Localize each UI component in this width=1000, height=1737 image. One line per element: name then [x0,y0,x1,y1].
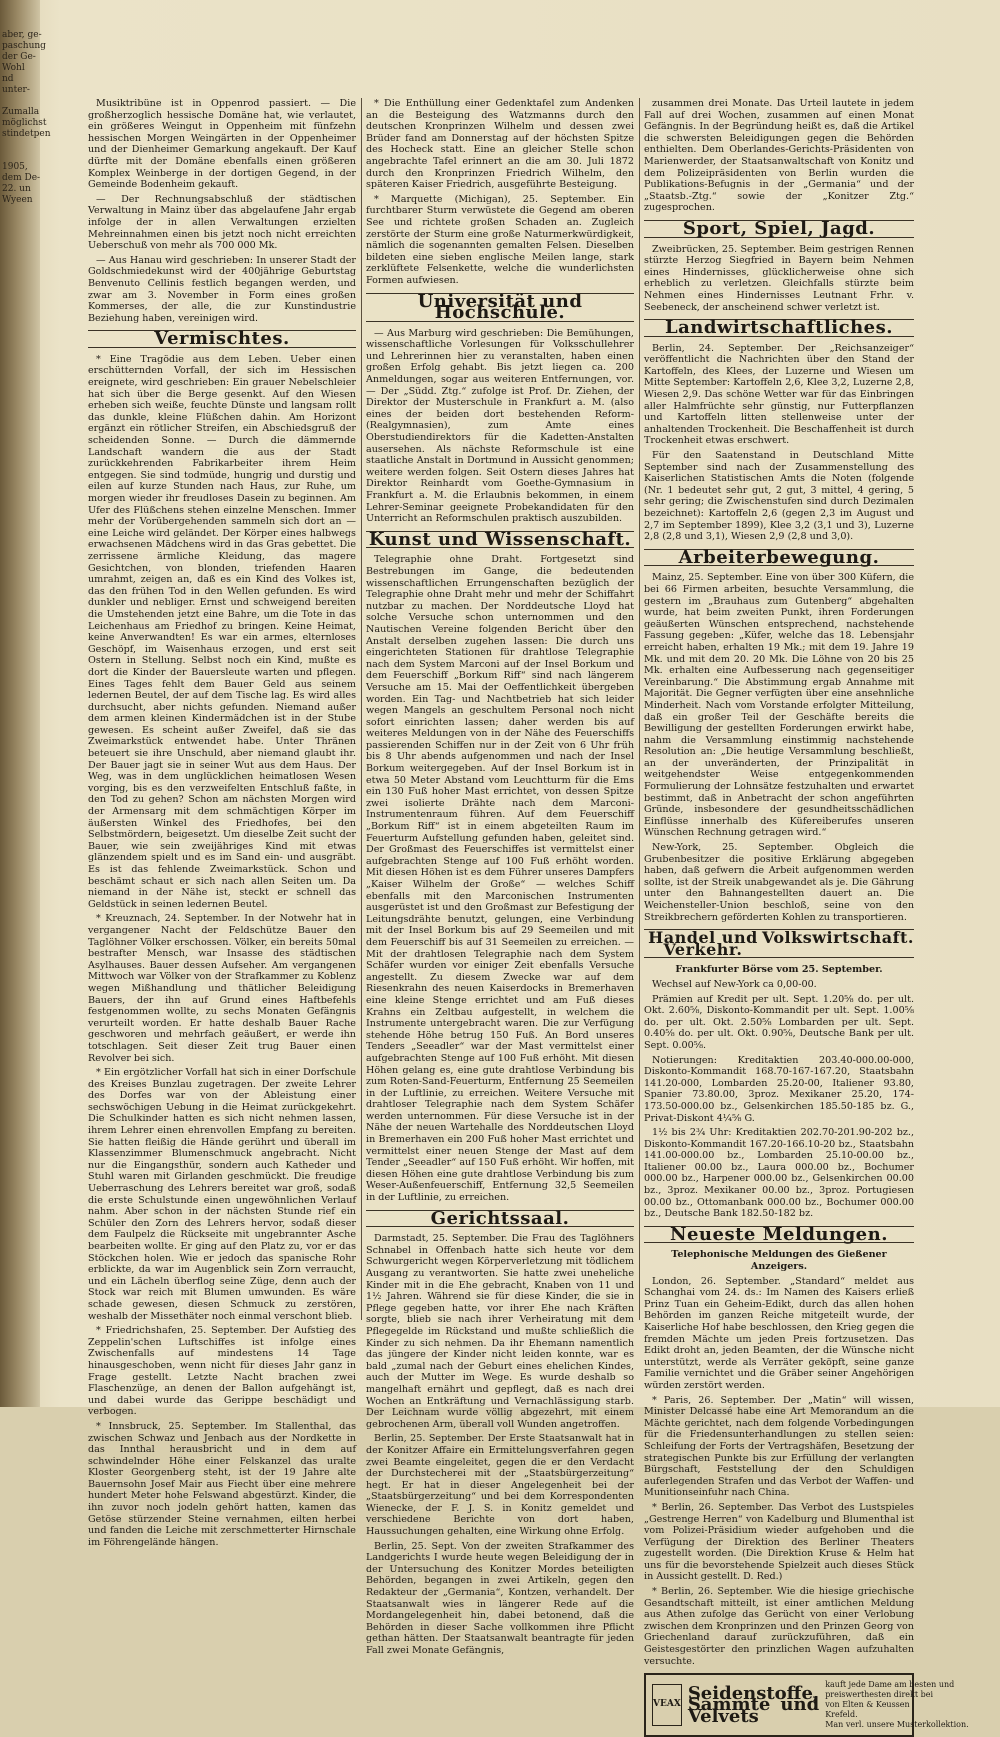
paragraph: * Eine Tragödie aus dem Leben. Ueber einen erschütternden Vorfall, der sich im Hessischen ereignete, wird geschrieben: Ein grauer Nebelschleier hat sich über die Berge gesenkt. Auf den Wiesen erheben sich weiße, feuchte Dünste und langsam rollt das dunkle, kleine Flüßchen dahin. Am Horizont ergänzt ein rötlicher Streifen, ein Abschiedsgruß der scheidenden Sonne. — Durch die dämmernde Landschaft wandern die aus der Stadt zurückkehrenden Fabrikarbeiter ihrem Heim entgegen. Sie sind todmüde, hungrig und durstig und eilen auf kurze Stunden nach Haus, zur Ruhe, um morgen wieder ihr freudloses Dasein zu beginnen. Am Ufer des Flüßchens stehen einzelne Menschen. Immer mehr der Vorübergehenden sammeln sich dort an — eine Leiche wird geländet. Der Körper eines halbwegs erwachsenen Mädchens wird in das Gras gebettet. Die zerrissene ärmliche Kleidung, das magere Gesichtchen, von blonden, triefenden Haaren umrahmt, zeigen an, daß es ein Kind des Volkes ist, das den frühen Tod in den Wellen gefunden. Es wird dunkler und nebliger. Ernst und schweigend bereiten die Umstehenden jetzt eine Bahre, um die Tote in das Leichenhaus am Friedhof zu bringen. Keine Heimat, keine Anverwandten! Es war ein armes, elternloses Geschöpf, im Waisenhaus erzogen, und erst seit Ostern in Stellung. Selbst noch ein Kind, mußte es dort die Kinder der Bauersleute warten und pflegen. Eines Tages fehlt dem Bauer Geld aus seinem ledernen Beutel, der auf dem Tische lag. Es wird alles durchsucht, aber nichts gefunden. Niemand außer dem armen kleinen Kindermädchen ist in der Stube gewesen. Es scheint außer Zweifel, daß sie das Zweimarkstück entwendet habe. Unter Thränen beteuert sie ihre Unschuld, aber niemand glaubt ihr. Der Bauer jagt sie in seiner Wut aus dem Haus. Der Weg, was in dem unglücklichen heimatlosen Wesen vorging, bis es den verzweifelten Entschluß faßte, in den Tod zu gehen? Schon am nächsten Morgen wird der Armensarg mit dem schmächtigen Körper im äußersten Winkel des Friedhofes, bei den Selbstmördern, beigesetzt. Um dieselbe Zeit sucht der Bauer, wie sein zweijähriges Kind mit etwas glänzendem spielt und es im Sand ein- und ausgräbt. Es ist das fehlende Zweimarkstück. Schon und beschämt schaut er sich nach allen Seiten um. Da niemand in der Nähe ist, steckt er schnell das Geldstück in seinen ledernen Beutel. [88,353,356,910]
ad-text [825,1680,969,1730]
paragraph: * Friedrichshafen, 25. September. Der Aufstieg des Zeppelin'schen Luftschiffes ist infolge eines Zwischenfalls auf mindestens 14 Tage hinausgeschoben, wenn nicht für dieses Jahr ganz in Frage gestellt. Letzte Nacht brachen zwei Flaschenzüge, an denen der Ballon aufgehängt ist, und dabei wurde das Gerippe beschädigt und verbogen. [88,1325,356,1418]
column-rule [639,98,640,1320]
paragraph: Mainz, 25. September. Eine von über 300 Küfern, die bei 66 Firmen arbeiten, besuchte Versammlung, die gestern im „Brauhaus zum Gutenberg“ abgehalten wurde, hat beim zweiten Punkt, ihren Forderungen geäußerten Wünschen entsprechend, nachstehende Fassung gegeben: „Küfer, welche das 18. Lebensjahr erreicht haben, erhalten 19 Mk.; mit dem 19. Jahre 19 Mk. und mit dem 20. 20 Mk. Die Löhne von 20 bis 25 Mk. erhalten eine Aufbesserung nach gegenseitiger Vereinbarung.“ Die Abstimmung ergab Annahme mit Majorität. Die Gegner verfügten über eine ansehnliche Minderheit. Nach vom Vorstande erfolgter Mitteilung, daß ein großer Teil der Geschäfte bereits die Bewilligung der gestellten Forderungen erwirkt habe, nahm die Versammlung einstimmig nachstehende Resolution an: „Die heutige Versammlung beschließt, an der unveränderten, der Prinzipalität in weitgehendster Weise entgegenkommenden Formulierung der Lohnsätze festzuhalten und erwartet bestimmt, daß in Anbetracht der schon angeführten Gründe, insbesondere der gesundheitsschädlichen Einflüsse innerhalb des Küfereiberufes unseren Wünschen Rechnung getragen wird.“ [644,572,914,839]
ad-line: von Elten & Keussen [825,1700,910,1710]
paragraph: Berlin, 24. September. Der „Reichsanzeiger“ veröffentlicht die Nachrichten über den Stand der Kartoffeln, des Klees, der Luzerne und Wiesen um Mitte September: Kartoffeln 2,6, Klee 3,2, Luzerne 2,8, Wiesen 2,9. Das schöne Wetter war für das Einbringen aller Halmfrüchte sehr günstig, nur Futterpflanzen und Kartoffeln litten stellenweise unter der anhaltenden Trockenheit. Die Beschaffenheit ist durch Trockenheit etwas erschwert. [644,342,914,447]
paragraph: Notierungen: Kreditaktien 203.40-000.00-000, Diskonto-Kommandit 168.70-167-167.20, Staatsbahn 141.20-000, Lombarden 25.20-00, Italiener 93.80, Spanier 73.80.00, 3proz. Mexikaner 25.20, 174-173.50-000.00 bz., Gelsenkirchen 185.50-185 bz. G., Privat-Diskont 4¼⅝ G. [644,1054,914,1124]
ad-line: preiswerthesten direkt bei [825,1690,934,1700]
section-heading-kunst: Kunst und Wissenschaft. [366,531,634,549]
paragraph: * Marquette (Michigan), 25. September. Ein furchtbarer Sturm verwüstete die Gegend am oberen See und richtete großen Schaden an. Zugleich zerstörte der Sturm eine große Naturmerkwürdigkeit, nämlich die sogenannten gemalten Felsen. Dieselben bildeten eine sieben englische Meilen lange, stark zerklüftete Felsenkette, welche die wunderlichsten Formen aufwiesen. [366,193,634,286]
column-2 [366,98,634,1656]
advertisement-silk [644,1673,969,1737]
spine-text: aber, ge- paschung der Ge- Wohl nd unter- Zumalla möglichst stindetpen 1905, dem De- 22. un Wyeen [2,30,51,205]
paragraph: 1½ bis 2¾ Uhr: Kreditaktien 202.70-201.90-202 bz., Diskonto-Kommandit 167.20-166.10-20 bz., Staatsbahn 141.00-000.00 bz., Lombarden 25.10-00.00 bz., Italiener 00.00 bz., Laura 000.00 bz., Bochumer 000.00 bz., Harpener 000.00 bz., Gelsenkirchen 00.00 bz., 3proz. Mexikaner 00.00 bz., 3proz. Portugiesen 00.00 bz., Ottomanbank 000.00 bz., Bochumer 000.00 bz., Deutsche Bank 182.50-182 bz. [644,1127,914,1220]
section-heading-universitaet: Universität und Hochschule. [366,293,634,322]
column-rule [361,98,362,1320]
section-heading-landwirtschaft: Landwirtschaftliches. [644,319,914,337]
column-3 [644,98,969,1730]
binding-spine [0,0,51,1407]
paragraph: Berlin, 25. Sept. Von der zweiten Strafkammer des Landgerichts I wurde heute wegen Beleidigung der in der Untersuchung des Konitzer Mordes beteiligten Behörden, begangen in zwei Artikeln, gegen den Redakteur der „Germania“, Kontzen, verhandelt. Der Staatsanwalt wies in längerer Rede auf die Mordangelegenheit hin, dabei betonend, daß die Behörden in dieser Sache vollkommen ihre Pflicht gethan hätten. Der Staatsanwalt beantragte für jeden Fall zwei Monate Gefängnis, [366,1540,634,1656]
ad-logo: VEAX [652,1684,682,1726]
column-1 [88,98,356,1548]
paragraph: New-York, 25. September. Obgleich die Grubenbesitzer die positive Erklärung abgegeben haben, daß gefwern die Arbeit aufgenommen werden sollte, ist der Streik unabgewandet als je. Die Gährung unter den Bahnangestellten dauert an. Die Weichensteller-Union beschloß, seine von den Streikbrechern geförderten Kohlen zu transportieren. [644,842,914,923]
ad-line: kauft jede Dame am besten und [825,1680,955,1690]
meldungen-subtitle: Telephonische Meldungen des Gießener Anzeigers. [671,1249,887,1273]
paragraph: * Ein ergötzlicher Vorfall hat sich in einer Dorfschule des Kreises Bunzlau zugetragen. Der zweite Lehrer des Dorfes war von der Ableistung einer sechswöchigen Uebung in die Heimat zurückgekehrt. Die Schulkinder hatten es sich nicht nehmen lassen, ihrem Lehrer einen ehrenvollen Empfang zu bereiten. Sie hatten fleißig die Hände gerührt und überall im Klassenzimmer Blumenschmuck angebracht. Nicht nur die Eingangsthür, sondern auch Katheder und Stuhl waren mit Girlanden geschmückt. Die freudige Ueberraschung des Lehrers bereitet war groß, sodaß die erste Schulstunde einen ungewöhnlichen Verlauf nahm. Aber schon in der nächsten Stunde rief ein Schüler den Zorn des Lehrers hervor, sodaß dieser dem Faulpelz die Rückseite mit ungebrannter Asche bearbeiten wollte. Er ging auf den Platz zu, vor er das Stöckchen holen. Wie er jedoch das spanische Rohr erblickte, da war im Augenblick sein Zorn verraucht, und ein Lächeln überflog seine Züge, denn auch der Stock war reich mit Blumen umwunden. Es wäre schade gewesen, diesen Schmuck zu zerstören, weshalb der Missethäter noch einmal verschont blieb. [88,1067,356,1322]
heading-handel-right: Volkswirtschaft. [761,928,914,948]
paragraph: * Kreuznach, 24. September. In der Notwehr hat in vergangener Nacht der Feldschütze Bauer den Taglöhner Völker erschossen. Völker, ein bereits 50mal bestrafter Mensch, war Insasse des städtischen Asylhauses. Bauer dessen Aufseher. Am vergangenen Mittwoch war Völker von der Strafkammer zu Koblenz wegen Mißhandlung und thätlicher Beleidigung Bauers, der ihn auf Grund eines Haftbefehls festgenommen wollte, zu sechs Monaten Gefängnis verurteilt worden. Er hatte deshalb Bauer Rache geschworen und mehrfach geäußert, er werde ihn totschlagen. Seit dieser Zeit trug Bauer einen Revolver bei sich. [88,913,356,1064]
paragraph: Für den Saatenstand in Deutschland Mitte September sind nach der Zusammenstellung des Kaiserlichen Statistischen Amts die Noten (folgende (Nr. 1 bedeutet sehr gut, 2 gut, 3 mittel, 4 gering, 5 sehr gering; die Zwischenstufen sind durch Dezimalen bezeichnet): Kartoffeln 2,6 (gegen 2,3 im August und 2,7 im September 1899), Klee 3,2 (3,1 und 3), Luzerne 2,8 (2,8 und 3,1), Wiesen 2,9 (2,8 und 3,0). [644,450,914,543]
ad-line: Man verl. unsere Musterkollektion. [825,1720,969,1730]
section-heading-vermischtes: Vermischtes. [88,330,356,348]
paragraph: * Die Enthüllung einer Gedenktafel zum Andenken an die Besteigung des Watzmanns durch den deutschen Kronprinzen Wilhelm und dessen zwei Brüder fand am Donnerstag auf der höchsten Spitze des Hocheck statt. Eine an gleicher Stelle schon angebrachte Tafel erinnert an die am 30. Juli 1872 durch den Kronprinzen Friedrich Wilhelm, den späteren Kaiser Friedrich, ausgeführte Besteigung. [366,98,634,191]
paragraph: Musiktribüne ist in Oppenrod passiert. — Die großherzoglich hessische Domäne hat, wie verlautet, ein größeres Weingut in Oppenheim mit fünfzehn hessischen Morgen Weingärten in der Oppenheimer und der Dienheimer Gemarkung angekauft. Der Kauf dürfte mit der Domäne ebenfalls einen größeren Komplex Weinberge in der dortigen Gegend, in der Gemeinde Bodenheim gekauft. [88,98,356,191]
boerse-title: Frankfurter Börse vom 25. September. [675,964,883,976]
paragraph: Prämien auf Kredit per ult. Sept. 1.20⅝ do. per ult. Okt. 2.60⅝, Diskonto-Kommandit per ult. Sept. 1.00⅝ do. per ult. Okt. 2.50⅝ Lombarden per ult. Sept. 0.40⅝ do. per ult. Okt. 0.90⅝, Deutsche Bank per ult. Sept. 0.00⅝. [644,993,914,1051]
section-heading-meldungen: Neueste Meldungen. [644,1226,914,1244]
paragraph: * Paris, 26. September. Der „Matin“ will wissen, Minister Delcassé habe eine Art Memorandum an die Mächte gerichtet, nach dem folgende Vorbedingungen für die Friedensunterhandlungen zu stellen seien: Schleifung der Forts der Vertragshäfen, Besetzung der strategischen Punkte bis zur Erfüllung der verlangten Bürgschaft, Feststellung der den Schuldigen auferlegenden Strafen und das Verbot der Waffen- und Munitionseinfuhr nach China. [644,1394,914,1499]
paragraph: Wechsel auf New-York ca 0,00-00. [652,978,817,990]
paragraph: * Berlin, 26. September. Das Verbot des Lustspieles „Gestrenge Herren“ von Kadelburg und Blumenthal ist vom Polizei-Präsidium wieder aufgehoben und die Verfügung der Direktion des Berliner Theaters zugestellt worden. (Die Direktion Kruse & Helm hat uns für die bevorstehende Spielzeit auch dieses Stück in Aussicht gestellt. D. Red.) [644,1501,914,1583]
section-heading-handel [644,929,914,958]
ad-line: Krefeld. [825,1710,858,1720]
paragraph: Darmstadt, 25. September. Die Frau des Taglöhners Schnabel in Offenbach hatte sich heute vor dem Schwurgericht wegen Körperverletzung mit tödlichem Ausgang zu verantworten. Sie hatte zwei uneheliche Kinder mit in die Ehe gebracht, Knaben von 11 und 1½ Jahren. Während sie für diese Kinder, die sie in Pflege gegeben hatte, vor ihrer Ehe nach Kräften sorgte, blieb sie nach ihrer Verheiratung mit dem Pflegegelde im Rückstand und mußte schließlich die Kinder zu sich nehmen. Da ihr Ehemann namentlich das jüngere der Kinder nicht leiden konnte, war es bald „zumal nach der Geburt eines ehelichen Kindes, auch der Mutter im Wege. Es wurde deshalb so mangelhaft ernährt und gepflegt, daß es nach drei Wochen an Entkräftung und Vernachlässigung starb. Der Leichnam wurde völlig abgezehrt, mit einem gebrochenen Arm, überall voll Wunden angetroffen. [366,1233,634,1430]
paragraph: zusammen drei Monate. Das Urteil lautete in jedem Fall auf drei Wochen, zusammen auf einen Monat Gefängnis. In der Begründung heißt es, daß die Artikel die schwersten Beleidigungen gegen die Behörden enthielten. Dem Oberlandes-Gerichts-Präsidenten von Marienwerder, der Staatsanwaltschaft von Konitz und dem Polizeipräsidenten von Berlin wurden die Publikations-Befugnis in der „Germania“ und der „Staatsb.-Ztg.“ sowie der „Konitzer Ztg.“ zugesprochen. [644,98,914,214]
paragraph: London, 26. September. „Standard“ meldet aus Schanghai vom 24. ds.: Im Namen des Kaisers erließ Prinz Tuan ein Geheim-Edikt, durch das allen hohen Behörden im ganzen Reiche mitgeteilt wurde, der Kaiserliche Hof habe beschlossen, den Krieg gegen die fremden Mächte um jeden Preis fortzusetzen. Das Edikt droht an, jeden Beamten, der die Wünsche nicht unterstützt, werde als Verräter geköpft, seine ganze Familie vernichtet und die Gräber seiner Angehörigen würden zerstört werden. [644,1275,914,1391]
paragraph: * Berlin, 26. September. Wie die hiesige griechische Gesandtschaft mitteilt, ist einer amtlichen Meldung aus Athen zufolge das Gerücht von einer Verlobung zwischen dem Kronprinzen und den Prinzen Georg von Griechenland darauf zurückzuführen, daß ein Geistesgestörter den prinzlichen Wagen aufzuhalten versuchte. [644,1586,914,1667]
paragraph: — Aus Hanau wird geschrieben: In unserer Stadt der Goldschmiedekunst wird der 400jährige Geburtstag Benvenuto Cellinis festlich begangen werden, und zwar am 3. November in Form eines großen Kommerses, der alle, die zur Kunstindustrie Beziehung haben, vereinigen wird. [88,254,356,324]
heading-handel-left: Handel und Verkehr. [648,928,758,959]
paragraph: Zweibrücken, 25. September. Beim gestrigen Rennen stürzte Herzog Siegfried in Bayern beim Nehmen eines Hindernisses, glücklicherweise ohne sich erheblich zu verletzen. Gleichfalls stürzte beim Nehmen eines Hindernisses Leutnant Frhr. v. Seebeneck, der anscheinend schwer verletzt ist. [644,243,914,313]
ad-headline: Seidenstoffe, Sammte und Velvets [687,1682,820,1728]
paragraph: Berlin, 25. September. Der Erste Staatsanwalt hat in der Konitzer Affaire ein Ermittelungsverfahren gegen zwei Beamte eingeleitet, gegen die er den Verdacht der Durchstecherei mit der „Staatsbürgerzeitung“ hegt. Er hat in dieser Angelegenheit bei der „Staatsbürgerzeitung“ und bei dem Korrespondenten Wienecke, der F. J. S. in Konitz gemeldet und verschiedene Berichte von dort haben, Haussuchungen gehalten, eine Wirkung ohne Erfolg. [366,1433,634,1538]
section-heading-sport: Sport, Spiel, Jagd. [644,220,914,238]
paragraph: * Innsbruck, 25. September. Im Stallenthal, das zwischen Schwaz und Jenbach aus der Nordkette in das Innthal herausbricht und in dem auf schwindelnder Höhe einer Felskanzel das uralte Kloster Georgenberg steht, ist der 19 Jahre alte Bauernsohn Josef Mair aus Fiecht über eine mehrere hundert Meter hohe Felswand abgestürzt. Kinder, die ihn zuvor noch jodeln gehört hatten, kamen das Getöse stürzender Steine vernahmen, eilten herbei und fanden die Leiche mit zerschmetterter Hirnschale im Föhrengelände hängen. [88,1420,356,1548]
section-heading-arbeiterbewegung: Arbeiterbewegung. [644,549,914,567]
paragraph: Telegraphie ohne Draht. Fortgesetzt sind Bestrebungen im Gange, die bedeutenden wissenschaftlichen Errungenschaften bezüglich der Telegraphie ohne Draht mehr und mehr der Schiffahrt nutzbar zu machen. Der Norddeutsche Lloyd hat solche Versuche schon unternommen und den Nautischen Vereine folgenden Bericht über den Anstalt derselben zugehen lassen: Die durch uns eingerichteten Stationen für drahtlose Telegraphie nach dem System Marconi auf der Insel Borkum und dem Feuerschiff „Borkum Riff“ sind nach längerem Versuche am 15. Mai der Oeffentlichkeit übergeben worden. Ein Tag- und Nachtbetrieb hat sich leider wegen Mangels an geschultem Personal noch nicht sofort einrichten lassen; daher werden bis auf weiteres Meldungen von in der Nähe des Feuerschiffs passierenden Schiffen nur in der Zeit von 6 Uhr früh bis 8 Uhr abends aufgenommen und nach der Insel Borkum weitergegeben. Auf der Insel Borkum ist in etwa 50 Meter Abstand vom Leuchtturm für die Ems ein 130 Fuß hoher Mast errichtet, von dessen Spitze zwei isolierte Drähte nach dem Marconi-Instrumentenraum führen. Auf dem Feuerschiff „Borkum Riff“ ist in einem abgeteilten Raum im Feuerturm Aufstellung gefunden haben, geleitet sind. Der Großmast des Feuerschiffes ist vermittelst einer aufgebrachten Stenge auf 100 Fuß erhöht worden. Mit diesen Höhen ist es dem Führer unseres Dampfers „Kaiser Wilhelm der Große“ — welches Schiff ebenfalls mit den Marconischen Instrumenten ausgerüstet ist und den Großmast zur Befestigung der Leitungsdrähte benutzt, gelungen, eine Verbindung mit der Insel Borkum bis auf 29 Seemeilen und mit dem Feuerschiff bis auf 31 Seemeilen zu erreichen. — Mit der drahtlosen Telegraphie nach dem System Schäfer wurden vor einiger Zeit ebenfalls Versuche angestellt. Zu diesem Zwecke war auf dem Riesenkrahn des neuen Kaiserdocks in Bremerhaven eine kleine Stenge errichtet und am Fuß dieses Krahns ein Zeltbau aufgestellt, in welchem die Instrumente untergebracht waren. Die zur Verfügung stehende Höhe betrug 150 Fuß. An Bord unseres Tenders „Seeadler“ war der Mast vermittelst einer aufgebrachten Stenge auf 100 Fuß erhöht. Mit diesen Höhen gelang es, eine gute drahtlose Verbindung bis zum Roten-Sand-Feuerturm, Entfernung 25 Seemeilen in der Luftlinie, zu erreichen. Weitere Versuche mit drahtloser Telegraphie nach dem System Schäfer werden unternommen. Für diese Versuche ist in der Nähe der neuen Wartehalle des Norddeutschen Lloyd in Bremerhaven ein 200 Fuß hoher Mast errichtet und vermittelst einer neuen Stenge der Mast auf dem Tender „Seeadler“ auf 150 Fuß erhöht. Wir hoffen, mit diesen Höhen eine gute drahtlose Verbindung bis zum Weser-Außenfeuerschiff, Entfernung 32,5 Seemeilen in der Luftlinie, zu erreichen. [366,554,634,1204]
section-heading-gerichtssaal: Gerichtssaal. [366,1210,634,1228]
paragraph: — Aus Marburg wird geschrieben: Die Bemühungen, wissenschaftliche Vorlesungen für Volksschullehrer und Lehrerinnen hier zu veranstalten, haben einen großen Erfolg gehabt. Bis jetzt liegen ca. 200 Anmeldungen, sogar aus weiteren Entfernungen, vor. — Der „Südd. Ztg.“ zufolge ist Prof. Dr. Ziehen, der Direktor der Musterschule in Frankfurt a. M. (also eines der beiden dort bestehenden Reform- (Realgymnasien), zum Amte eines Oberstudiendirektors für die Kadetten-Anstalten ausersehen. Als nächste Reformschule ist eine staatliche Anstalt in Dortmund in Aussicht genommen; weitere werden folgen. Seit Ostern dieses Jahres hat Direktor Reinhardt vom Goethe-Gymnasium in Frankfurt a. M. die Erlaubnis bekommen, in einem Lehrer-Seminar geeignete Probekandidaten für den Unterricht an Reformschulen praktisch auszubilden. [366,327,634,525]
paragraph: — Der Rechnungsabschluß der städtischen Verwaltung in Mainz über das abgelaufene Jahr ergab infolge der in allen Verwaltungen erzielten Mehreinnahmen einen bis jetzt noch nicht erreichten Ueberschuß von mehr als 700 000 Mk. [88,193,356,252]
